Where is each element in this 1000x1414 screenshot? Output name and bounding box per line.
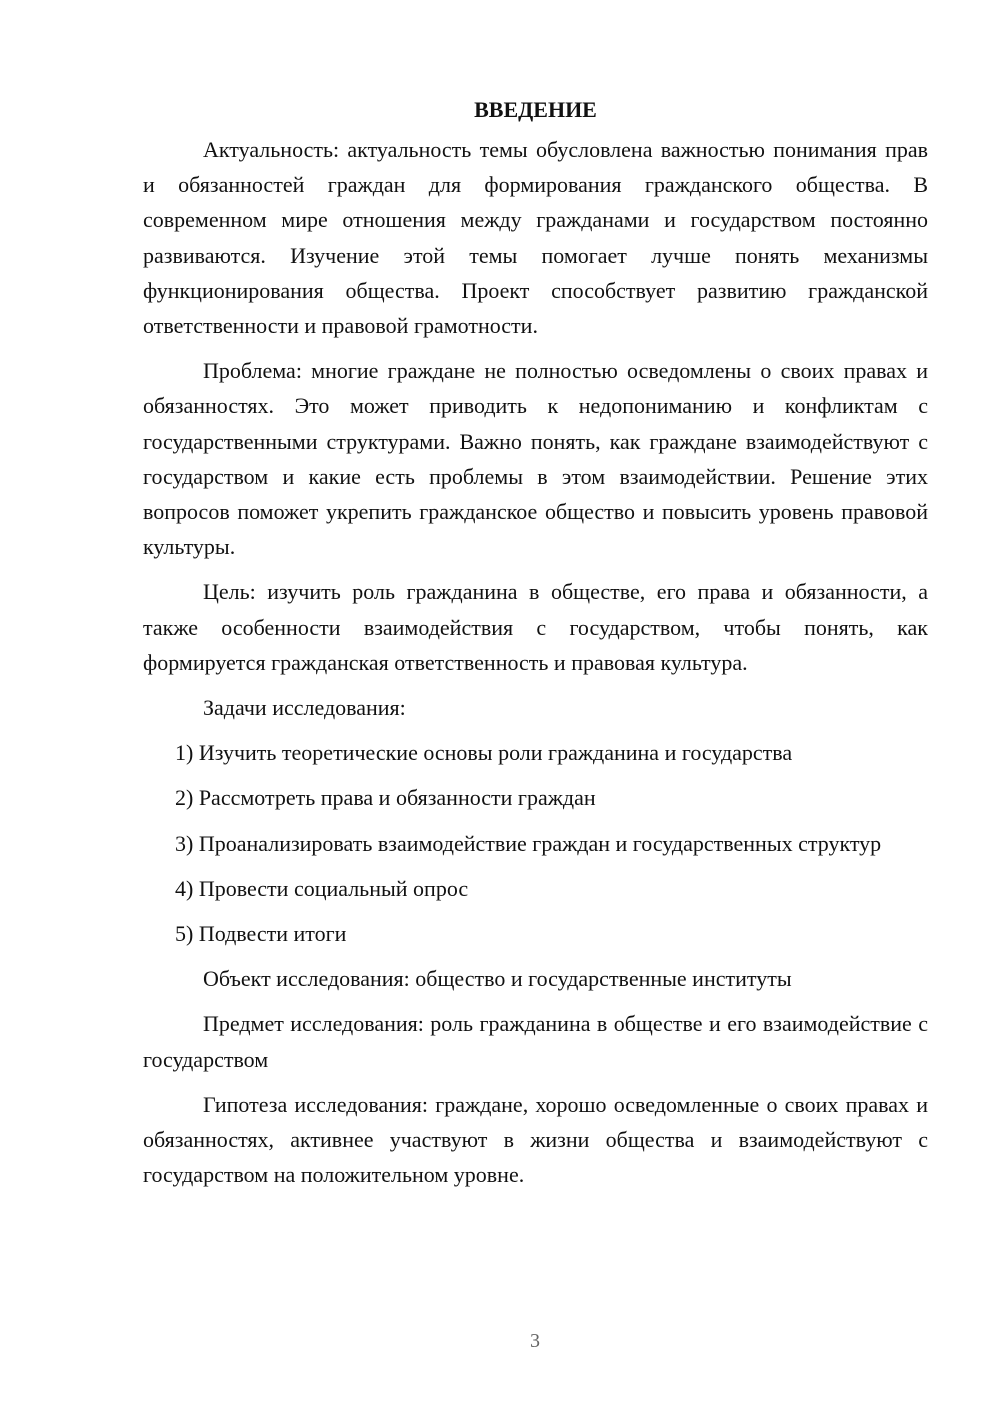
subject-paragraph: Предмет исследования: роль гражданина в обществе и его взаимодействие с государством	[143, 1011, 928, 1072]
relevance-paragraph: Актуальность: актуальность темы обусловлена важностью понимания прав и обязанностей граждан для формирования гражданского общества. В современном мире отношения между гражданами и государством постоянно развиваются. Изучение этой темы помогает лучше понять механизмы функционирования общества. Проект способствует развитию гражданской ответственности и правовой грамотности.	[143, 137, 928, 339]
tasks-heading: Задачи исследования:	[203, 695, 406, 721]
task-item: 5) Подвести итоги	[175, 921, 347, 947]
task-item: 3) Проанализировать взаимодействие граждан и государственных структур	[175, 830, 882, 856]
problem-paragraph: Проблема: многие граждане не полностью осведомлены о своих правах и обязанностях. Это может приводить к недопониманию и конфликтам с государственными структурами. Важно понять, как граждане взаимодействуют с государством и какие есть проблемы в этом взаимодействии. Решение этих вопросов поможет укрепить гражданское общество и повысить уровень правовой культуры.	[143, 358, 928, 560]
hypothesis-paragraph: Гипотеза исследования: граждане, хорошо осведомленные о своих правах и обязанностях, активнее участвуют в жизни общества и взаимодействуют с государством на положительном уровне.	[143, 1091, 928, 1188]
task-item: 2) Рассмотреть права и обязанности граждан	[175, 785, 596, 811]
page-number: 3	[530, 1330, 540, 1352]
task-item: 1) Изучить теоретические основы роли гражданина и государства	[175, 740, 793, 766]
task-item: 4) Провести социальный опрос	[175, 875, 469, 901]
document-page	[143, 92, 928, 1202]
object-paragraph: Объект исследования: общество и государственные институты	[203, 966, 792, 992]
page-title: ВВЕДЕНИЕ	[474, 97, 597, 122]
goal-paragraph: Цель: изучить роль гражданина в обществе, его права и обязанности, а также особенности взаимодействия с государством, чтобы понять, как формируется гражданская ответственность и правовая культура.	[143, 579, 928, 675]
